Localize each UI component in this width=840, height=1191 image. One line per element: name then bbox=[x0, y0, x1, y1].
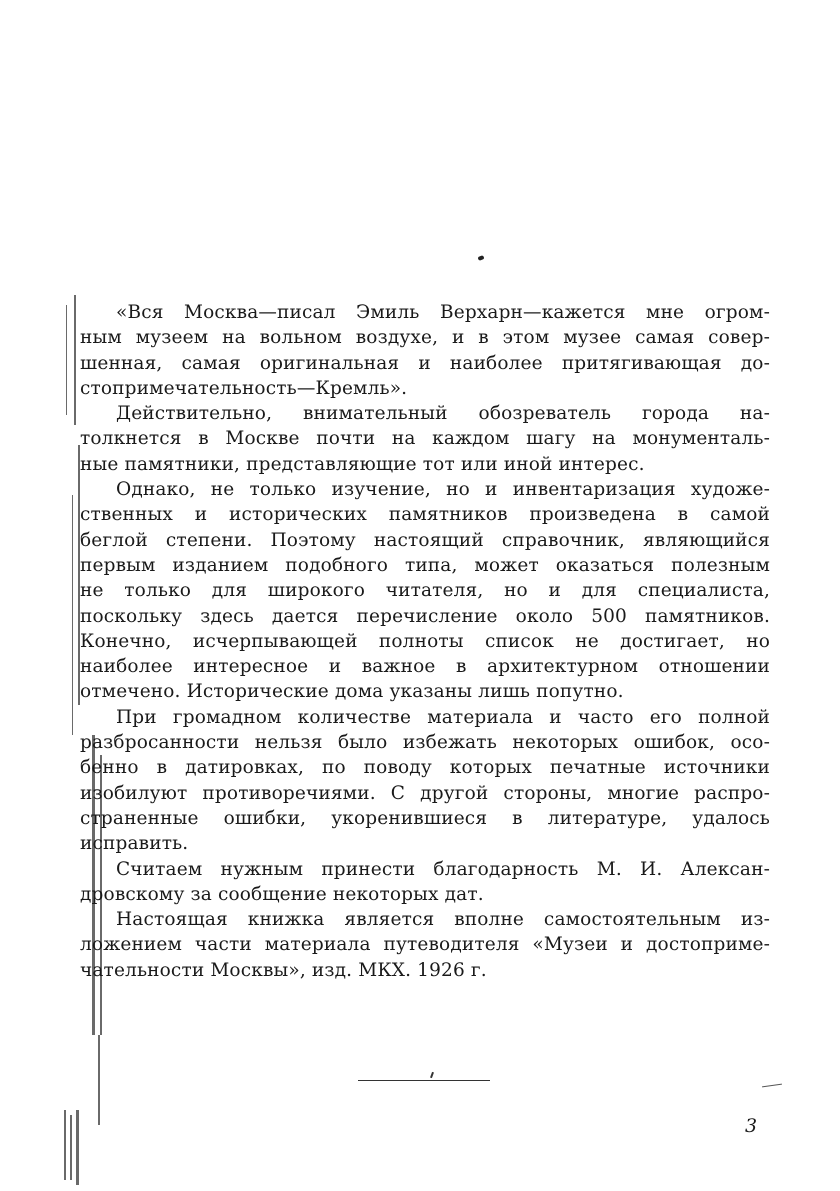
text-line: наиболее интересное и важное в архитектурном отношении bbox=[80, 656, 770, 678]
text-line: Действительно, внимательный обозреватель города на- bbox=[116, 403, 770, 425]
text-line: Однако, не только изучение, но и инвентаризация художе- bbox=[116, 479, 770, 501]
closing-rule bbox=[358, 1080, 490, 1081]
text-line: При громадном количестве материала и часто его полной bbox=[116, 706, 770, 728]
ink-speck bbox=[477, 255, 484, 261]
text-line: стопримечательность—Кремль». bbox=[80, 377, 408, 399]
text-line: страненные ошибки, укоренившиеся в литературе, удалось bbox=[80, 807, 770, 829]
text-line: Считаем нужным принести благодарность М. И. Алексан- bbox=[116, 858, 770, 880]
text-line: бенно в датировках, по поводу которых печатные источники bbox=[80, 757, 770, 779]
text-line: ным музеем на вольном воздухе, и в этом музее самая совер- bbox=[80, 327, 770, 349]
text-line: ные памятники, представляющие тот или иной интерес. bbox=[80, 453, 645, 475]
text-line: чательности Москвы», изд. МКХ. 1926 г. bbox=[80, 959, 487, 981]
text-line: «Вся Москва—писал Эмиль Верхарн—кажется мне огром- bbox=[116, 302, 770, 323]
rule-tick-mark bbox=[430, 1072, 434, 1078]
text-line: изобилуют противоречиями. С другой стороны, многие распро- bbox=[80, 782, 770, 804]
text-line: исправить. bbox=[80, 833, 189, 855]
text-line: отмечено. Исторические дома указаны лишь попутно. bbox=[80, 681, 624, 703]
page-number: 3 bbox=[745, 1115, 758, 1137]
text-line: первым изданием подобного типа, может оказаться полезным bbox=[80, 554, 770, 576]
text-line: ложением части материала путеводителя «Музеи и достоприме- bbox=[80, 934, 770, 956]
main-text bbox=[80, 300, 770, 983]
text-line: ственных и исторических памятников произведена в самой bbox=[80, 504, 770, 526]
text-line: поскольку здесь дается перечисление около 500 памятников. bbox=[80, 605, 770, 627]
text-line: Настоящая книжка является вполне самостоятельным из- bbox=[116, 909, 770, 931]
text-line: не только для широкого читателя, но и для специалиста, bbox=[80, 580, 770, 602]
text-line: Конечно, исчерпывающей полноты список не достигает, но bbox=[80, 630, 770, 652]
text-line: толкнется в Москве почти на каждом шагу на монументаль- bbox=[80, 428, 770, 450]
text-line: дровскому за сообщение некоторых дат. bbox=[80, 883, 484, 905]
text-line: разбросанности нельзя было избежать некоторых ошибок, осо- bbox=[80, 732, 770, 754]
text-line: шенная, самая оригинальная и наиболее притягивающая до- bbox=[80, 352, 770, 374]
margin-scratch bbox=[762, 1084, 782, 1088]
text-line: беглой степени. Поэтому настоящий справочник, являющийся bbox=[80, 529, 770, 551]
